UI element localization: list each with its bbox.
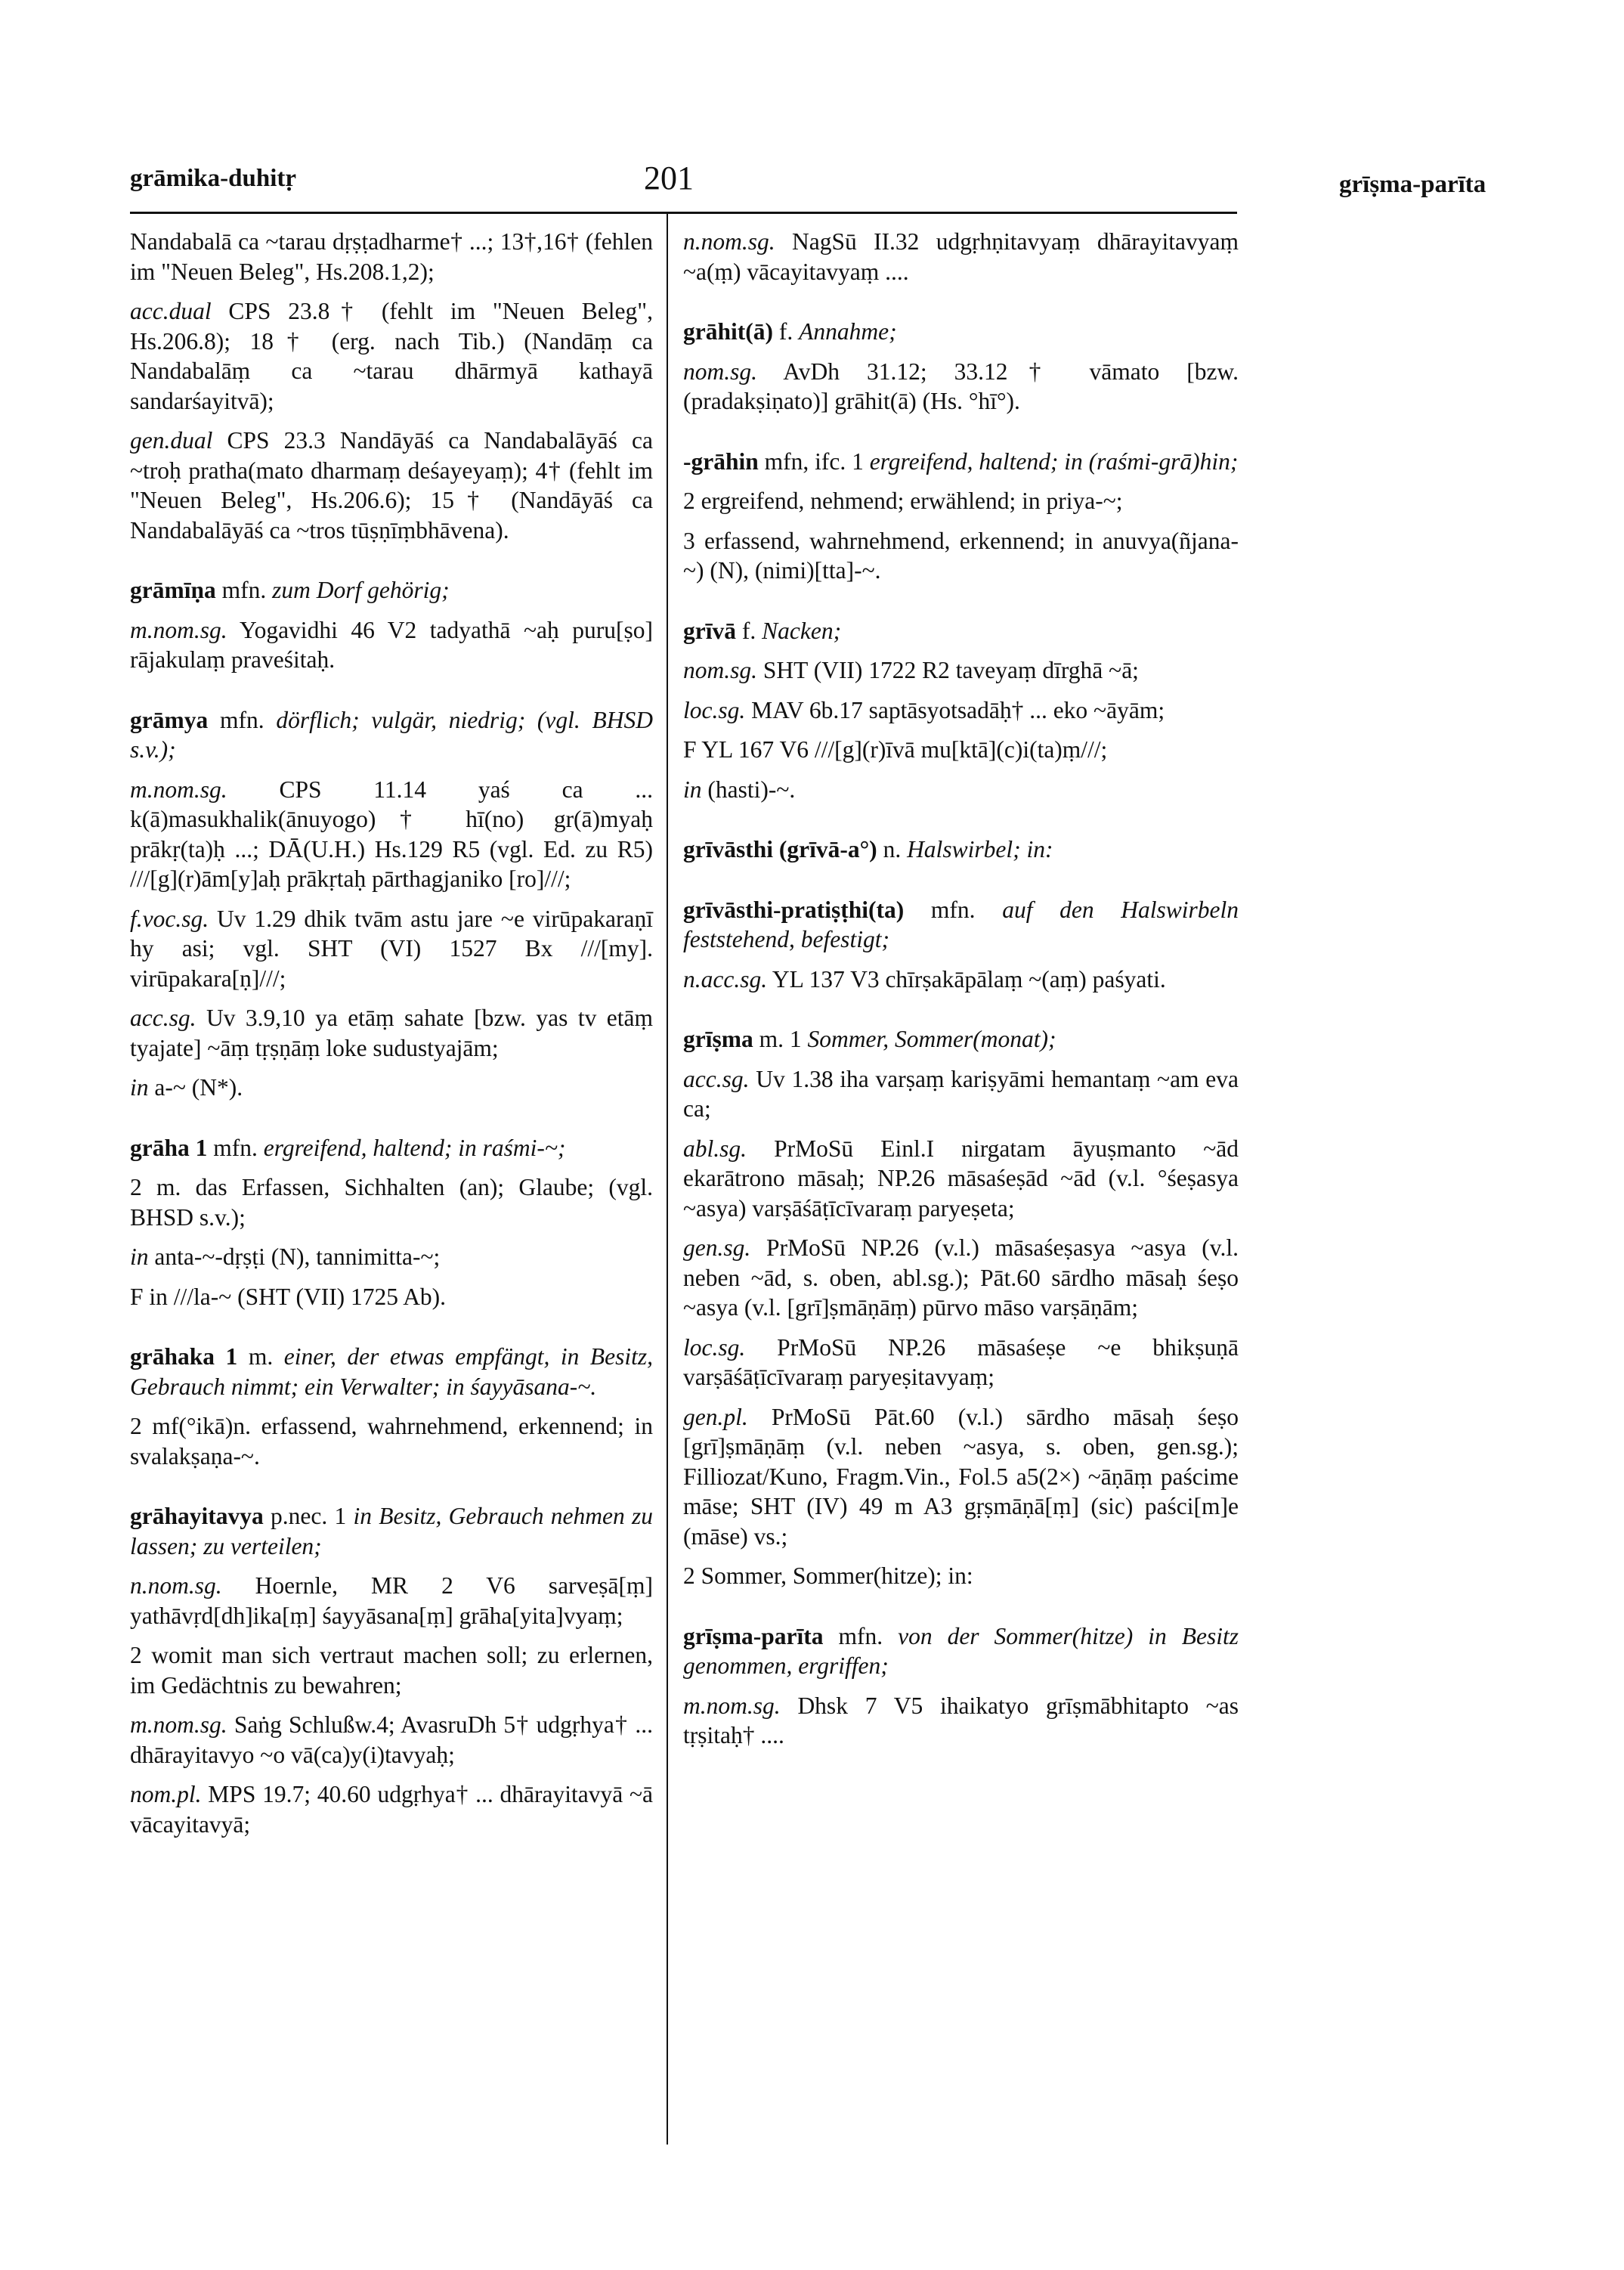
entry-lemma: grāhaka 1 bbox=[130, 1343, 238, 1370]
right-column bbox=[683, 227, 1239, 1761]
grammar-label: nom.sg. bbox=[683, 657, 758, 683]
citation-text: MAV 6b.17 saptāsyotsadāḥ† ... eko ~āyām; bbox=[751, 696, 1165, 723]
grammar-label: f.voc.sg. bbox=[130, 905, 209, 932]
dictionary-entry bbox=[683, 1024, 1239, 1054]
text-line bbox=[683, 486, 1239, 516]
plain-text: F YL 167 V6 ///[g](r)īvā mu[ktā](c)i(ta)ṃ///; bbox=[683, 736, 1108, 763]
usage-line bbox=[130, 426, 653, 545]
plain-text: 2 m. das Erfassen, Sichhalten (an); Glaube; (vgl. BHSD s.v.); bbox=[130, 1174, 653, 1231]
grammar-label: nom.sg. bbox=[683, 358, 758, 385]
entry-definition: Halswirbel; in: bbox=[907, 836, 1053, 862]
citation-text: YL 137 V3 chīrṣakāpālaṃ ~(aṃ) paśyati. bbox=[772, 965, 1166, 993]
text-line bbox=[683, 1561, 1239, 1591]
header-rule bbox=[130, 212, 1237, 214]
citation-text: Hoernle, MR 2 V6 sarveṣā[ṃ] yathāvṛd[dh]ika[ṃ] śayyāsana[ṃ] grāha[yita]vyaṃ; bbox=[130, 1572, 653, 1629]
entry-pos: mfn. bbox=[930, 896, 976, 923]
usage-line bbox=[683, 655, 1239, 686]
entry-pos: m. bbox=[248, 1343, 274, 1370]
usage-line bbox=[130, 775, 653, 894]
dictionary-entry bbox=[683, 616, 1239, 646]
page-number: 201 bbox=[644, 159, 694, 197]
citation-text: PrMoSū NP.26 (v.l.) māsaśeṣasya ~asya (v.l. neben ~ād, s. oben, abl.sg.); Pāt.60 sārdho māsaḥ śeṣo ~asya (v.l. [grī]ṣmāṇāṃ) pūrvo māso varṣāṇām; bbox=[683, 1234, 1239, 1321]
citation-text: AvDh 31.12; 33.12† vāmato [bzw. (pradakṣiṇato)] grāhit(ā) (Hs. °hī°). bbox=[683, 358, 1239, 414]
plain-text: 2 ergreifend, nehmend; erwählend; in priya-~; bbox=[683, 488, 1123, 514]
running-head-right: grīṣma-parīta bbox=[1339, 171, 1486, 198]
entry-definition: Nacken; bbox=[762, 617, 842, 644]
entry-pos: mfn. bbox=[213, 1134, 258, 1161]
dictionary-entry bbox=[130, 1342, 653, 1401]
entry-pos: mfn, ifc. 1 bbox=[764, 447, 864, 475]
left-column bbox=[130, 227, 653, 1849]
usage-line bbox=[130, 1003, 653, 1063]
text-line bbox=[130, 1172, 653, 1232]
entry-lemma: grīṣma bbox=[683, 1026, 753, 1052]
entry-lemma: grīṣma-parīta bbox=[683, 1622, 824, 1649]
entry-pos: n. bbox=[883, 836, 902, 862]
citation-text: NagSū II.32 udgṛhṇitavyaṃ dhārayitavyaṃ ~a(ṃ) vācayitavyaṃ .... bbox=[683, 228, 1239, 285]
entry-pos: mfn. bbox=[221, 577, 267, 603]
citation-text: Yogavidhi 46 V2 tadyathā ~aḥ puru[ṣo] rājakulaṃ praveśitaḥ. bbox=[130, 616, 653, 673]
text-line bbox=[683, 735, 1239, 765]
entry-definition: in Besitz, Gebrauch nehmen zu lassen; zu verteilen; bbox=[130, 1503, 654, 1559]
text-line bbox=[130, 227, 653, 286]
entry-pos: f. bbox=[778, 318, 793, 345]
text-line bbox=[130, 1282, 653, 1312]
entry-lemma: grāhit(ā) bbox=[683, 318, 773, 345]
citation-text: SHT (VII) 1722 R2 taveyaṃ dīrghā ~ā; bbox=[763, 657, 1139, 683]
entry-lemma: -grāhin bbox=[683, 447, 759, 475]
entry-pos: mfn. bbox=[838, 1622, 883, 1649]
entry-pos: m. 1 bbox=[759, 1026, 802, 1052]
grammar-label: loc.sg. bbox=[683, 1333, 746, 1361]
entry-definition: Annahme; bbox=[799, 318, 897, 345]
grammar-label: nom.pl. bbox=[130, 1781, 202, 1807]
text-line bbox=[683, 526, 1239, 586]
plain-text: Nandabalā ca ~tarau dṛṣṭadharme† ...; 13†,16† (fehlen im "Neuen Beleg", Hs.208.1,2); bbox=[130, 228, 653, 285]
entry-definition: ergreifend, haltend; in raśmi-~; bbox=[263, 1134, 566, 1161]
plain-text: 2 womit man sich vertraut machen soll; zu erlernen, im Gedächtnis zu bewahren; bbox=[130, 1642, 653, 1699]
grammar-label: gen.dual bbox=[130, 427, 213, 454]
grammar-label: gen.pl. bbox=[683, 1403, 748, 1430]
entry-definition: ergreifend, haltend; in (raśmi-grā)hin; bbox=[869, 447, 1239, 475]
citation-text: PrMoSū NP.26 māsaśeṣe ~e bhikṣuṇā varṣāśāṭīcīvaraṃ paryeṣitavyaṃ; bbox=[683, 1333, 1239, 1390]
grammar-label: n.nom.sg. bbox=[130, 1572, 222, 1599]
dictionary-entry bbox=[683, 447, 1239, 477]
citation-text: Uv 3.9,10 ya etāṃ sahate [bzw. yas tv etāṃ tyajate] ~āṃ tṛṣṇāṃ loke sudustyajām; bbox=[130, 1005, 654, 1061]
running-head-left: grāmika-duhitṛ bbox=[130, 165, 297, 192]
usage-line bbox=[683, 775, 1239, 805]
citation-text: CPS 23.3 Nandāyāś ca Nandabalāyāś ca ~troḥ pratha(mato dharmaṃ deśayeyaṃ); 4† (fehlt im "Neuen Beleg", Hs.206.6); 15† (Nandāyāś ca Nandabalāyāś ca ~tros tūṣṇīṃbhāvena). bbox=[130, 427, 654, 543]
usage-line bbox=[683, 357, 1239, 417]
grammar-label: in bbox=[683, 776, 702, 803]
citation-text: anta-~-dṛṣṭi (N), tannimitta-~; bbox=[154, 1243, 441, 1270]
entry-lemma: grīvā bbox=[683, 617, 736, 644]
plain-text: 2 mf(°ikā)n. erfassend, wahrnehmend, erkennend; in svalakṣaṇa-~. bbox=[130, 1413, 653, 1469]
column-divider bbox=[667, 213, 668, 2145]
dictionary-entry bbox=[130, 1133, 653, 1163]
entry-definition: von der Sommer(hitze) in Besitz genommen, ergriffen; bbox=[683, 1622, 1239, 1679]
entry-lemma: grīvāsthi (grīvā-a°) bbox=[683, 836, 877, 862]
grammar-label: m.nom.sg. bbox=[130, 616, 227, 643]
citation-text: Dhsk 7 V5 ihaikatyo grīṣmābhitapto ~as tṛṣitaḥ† .... bbox=[683, 1692, 1239, 1748]
grammar-label: n.nom.sg. bbox=[683, 228, 775, 255]
entry-lemma: grāmya bbox=[130, 706, 209, 733]
grammar-label: m.nom.sg. bbox=[683, 1692, 781, 1719]
text-line bbox=[130, 1640, 653, 1700]
grammar-label: acc.sg. bbox=[683, 1065, 750, 1092]
grammar-label: acc.sg. bbox=[130, 1005, 196, 1031]
citation-text: PrMoSū Pāt.60 (v.l.) sārdho māsaḥ śeṣo [grī]ṣmāṇāṃ (v.l. neben ~asya, s. oben, gen.sg.); Filliozat/Kuno, Fragm.Vin., Fol.5 a5(2×) ~āṇāṃ paścime māse; SHT (IV) 49 m A3 gṛṣmāṇā[ṃ] (sic) paści[m]e (māse) vs.; bbox=[683, 1403, 1239, 1550]
entry-lemma: grāhayitavya bbox=[130, 1503, 264, 1529]
dictionary-entry bbox=[683, 317, 1239, 347]
usage-line bbox=[683, 1064, 1239, 1124]
entry-definition: einer, der etwas empfängt, in Besitz, Gebrauch nimmt; ein Verwalter; in śayyāsana-~. bbox=[130, 1343, 653, 1400]
usage-line bbox=[683, 1233, 1239, 1323]
usage-line bbox=[130, 904, 653, 994]
dictionary-entry bbox=[683, 895, 1239, 955]
entry-pos: p.nec. 1 bbox=[271, 1503, 347, 1529]
dictionary-entry bbox=[683, 1621, 1239, 1681]
entry-lemma: grīvāsthi-pratiṣṭhi(ta) bbox=[683, 896, 905, 923]
plain-text: 2 Sommer, Sommer(hitze); in: bbox=[683, 1562, 973, 1589]
grammar-label: m.nom.sg. bbox=[130, 1711, 227, 1738]
grammar-label: in bbox=[130, 1243, 149, 1270]
usage-line bbox=[130, 1242, 653, 1272]
usage-line bbox=[683, 695, 1239, 726]
citation-text: Saṅg Schlußw.4; AvasruDh 5† udgṛhya† ... dhārayitavyo ~o vā(ca)y(i)tavyaḥ; bbox=[130, 1711, 654, 1768]
entry-definition: dörflich; vulgär, niedrig; (vgl. BHSD s.v.); bbox=[130, 706, 654, 763]
citation-text: a-~ (N*). bbox=[154, 1074, 243, 1101]
dictionary-entry bbox=[130, 705, 653, 765]
usage-line bbox=[130, 1073, 653, 1103]
usage-line bbox=[130, 1710, 653, 1770]
citation-text: (hasti)-~. bbox=[707, 776, 796, 803]
entry-definition: auf den Halswirbeln feststehend, befestigt; bbox=[683, 896, 1239, 952]
citation-text: CPS 23.8† (fehlt im "Neuen Beleg", Hs.206.8); 18† (erg. nach Tib.) (Nandāṃ ca Nandabalāṃ ca ~tarau dhārmyā kathayā sandarśayitvā); bbox=[130, 298, 653, 414]
grammar-label: acc.dual bbox=[130, 298, 212, 324]
dictionary-entry bbox=[130, 575, 653, 605]
citation-text: CPS 11.14 yaś ca ... k(ā)masukhalik(ānuyogo)† hī(no) gr(ā)myaḥ prākṛ(ta)ḥ ...; DĀ(U.H.) Hs.129 R5 (vgl. Ed. zu R5) ///[g](r)ām[y]aḥ prākṛtaḥ pārthagjaniko [ro]///; bbox=[130, 776, 653, 892]
grammar-label: in bbox=[130, 1074, 149, 1101]
grammar-label: m.nom.sg. bbox=[130, 776, 227, 803]
usage-line bbox=[130, 1779, 653, 1839]
entry-pos: f. bbox=[741, 617, 756, 644]
usage-line bbox=[683, 1333, 1239, 1392]
usage-line bbox=[683, 227, 1239, 286]
usage-line bbox=[130, 1571, 653, 1630]
entry-definition: zum Dorf gehörig; bbox=[272, 577, 450, 603]
dictionary-entry bbox=[130, 1501, 653, 1561]
text-line bbox=[130, 1411, 653, 1471]
citation-text: MPS 19.7; 40.60 udgṛhya† ... dhārayitavyā ~ā vācayitavyā; bbox=[130, 1781, 653, 1838]
entry-lemma: grāmīṇa bbox=[130, 577, 216, 603]
entry-pos: mfn. bbox=[219, 706, 264, 733]
plain-text: 3 erfassend, wahrnehmend, erkennend; in anuvya(ñjana-~) (N), (nimi)[tta]-~. bbox=[683, 527, 1239, 584]
usage-line bbox=[130, 615, 653, 675]
grammar-label: n.acc.sg. bbox=[683, 965, 768, 993]
usage-line bbox=[683, 965, 1239, 995]
usage-line bbox=[683, 1691, 1239, 1751]
usage-line bbox=[683, 1134, 1239, 1224]
citation-text: Uv 1.29 dhik tvām astu jare ~e virūpakaraṇī hy asi; vgl. SHT (VI) 1527 Bx ///[my]. virūpakara[ṇ]///; bbox=[130, 905, 653, 992]
grammar-label: loc.sg. bbox=[683, 696, 746, 723]
dictionary-entry bbox=[683, 835, 1239, 865]
citation-text: Uv 1.38 iha varṣaṃ kariṣyāmi hemantaṃ ~am eva ca; bbox=[683, 1065, 1239, 1122]
grammar-label: abl.sg. bbox=[683, 1135, 747, 1162]
plain-text: F in ///la-~ (SHT (VII) 1725 Ab). bbox=[130, 1283, 447, 1310]
grammar-label: gen.sg. bbox=[683, 1234, 751, 1261]
usage-line bbox=[683, 1402, 1239, 1552]
usage-line bbox=[130, 296, 653, 416]
entry-definition: Sommer, Sommer(monat); bbox=[807, 1026, 1056, 1052]
entry-lemma: grāha 1 bbox=[130, 1134, 208, 1161]
citation-text: PrMoSū Einl.I nirgatam āyuṣmanto ~ād ekarātrono māsaḥ; NP.26 māsaśeṣād ~ād (v.l. °śeṣasya ~asya) varṣāśāṭīcīvaraṃ paryeṣeta; bbox=[683, 1135, 1239, 1222]
